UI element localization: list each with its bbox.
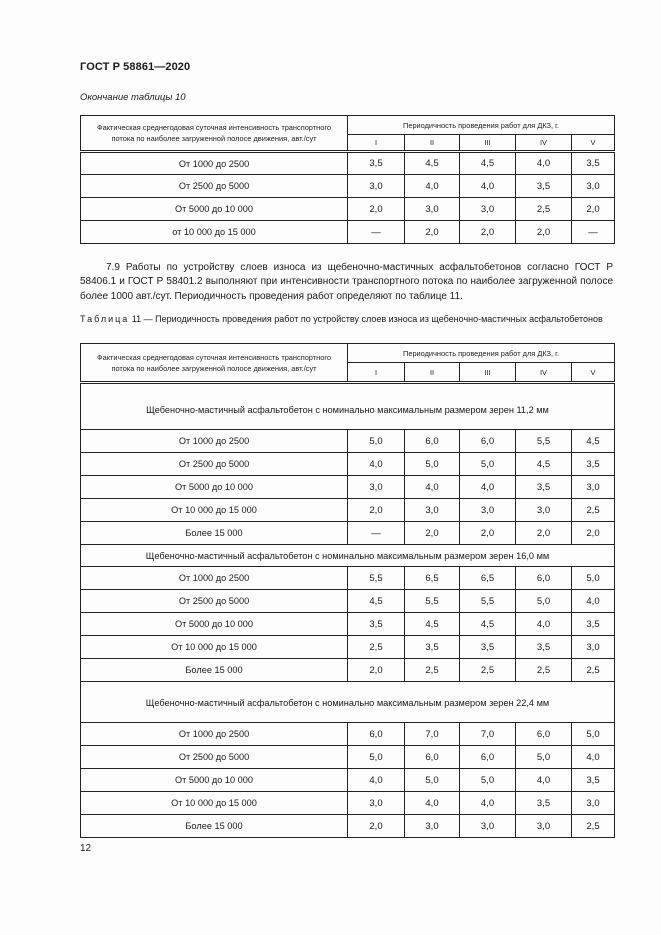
period-value: 2,5	[516, 659, 572, 682]
period-value: 3,5	[572, 152, 615, 175]
row-label: Более 15 000	[81, 659, 348, 682]
paragraph-7-9	[80, 261, 613, 304]
table-row	[81, 567, 615, 590]
period-value: 6,0	[516, 567, 572, 590]
class-header: IV	[516, 135, 572, 152]
period-value: 3,0	[348, 175, 405, 198]
period-value: 6,0	[516, 723, 572, 746]
period-value: 6,0	[405, 746, 460, 769]
table-row	[81, 522, 615, 545]
row-label: От 10 000 до 15 000	[81, 792, 348, 815]
period-value: 3,0	[572, 175, 615, 198]
period-value: 3,0	[460, 198, 516, 221]
period-value: 4,0	[516, 769, 572, 792]
row-label: Более 15 000	[81, 815, 348, 838]
class-header: I	[348, 135, 405, 152]
period-value: 3,0	[405, 198, 460, 221]
period-value: 2,0	[460, 221, 516, 244]
period-value: 2,5	[572, 815, 615, 838]
table-row	[81, 815, 615, 838]
period-value: 3,5	[516, 476, 572, 499]
period-value: 5,0	[572, 723, 615, 746]
row-label: От 2500 до 5000	[81, 746, 348, 769]
period-value: —	[348, 221, 405, 244]
period-value: 2,5	[516, 198, 572, 221]
period-value: 5,5	[405, 590, 460, 613]
period-value: 2,5	[348, 636, 405, 659]
period-value: —	[572, 221, 615, 244]
row-label: Более 15 000	[81, 522, 348, 545]
period-value: 4,0	[516, 152, 572, 175]
table-row	[81, 198, 615, 221]
period-value: 6,5	[405, 567, 460, 590]
period-value: —	[348, 522, 405, 545]
table-row	[81, 152, 615, 175]
period-value: 2,0	[348, 659, 405, 682]
row-label: От 1000 до 2500	[81, 567, 348, 590]
table-continuation-label: Окончание таблицы 10	[80, 92, 186, 103]
period-value: 6,0	[405, 430, 460, 453]
period-value: 2,5	[460, 659, 516, 682]
period-value: 2,0	[572, 198, 615, 221]
period-value: 4,0	[516, 613, 572, 636]
period-value: 5,0	[572, 567, 615, 590]
period-value: 2,5	[572, 499, 615, 522]
period-value: 5,5	[516, 430, 572, 453]
period-value: 3,0	[405, 815, 460, 838]
period-value: 5,0	[516, 746, 572, 769]
period-value: 4,0	[460, 476, 516, 499]
period-value: 3,0	[572, 792, 615, 815]
period-value: 3,0	[460, 815, 516, 838]
page-number: 12	[80, 843, 92, 854]
caption-label: Таблица	[80, 314, 130, 324]
row-label: От 2500 до 5000	[81, 453, 348, 476]
period-value: 3,5	[572, 453, 615, 476]
table-row	[81, 746, 615, 769]
row-label: от 10 000 до 15 000	[81, 221, 348, 244]
period-value: 5,0	[405, 769, 460, 792]
period-value: 3,5	[348, 613, 405, 636]
column-header-periodicity: Периодичность проведения работ для ДКЗ, г.	[348, 116, 615, 135]
class-header: V	[572, 135, 615, 152]
table-row	[81, 613, 615, 636]
group-title: Щебеночно-мастичный асфальтобетон с номинально максимальным размером зерен 22,4 мм	[81, 682, 615, 723]
table-row	[81, 499, 615, 522]
period-value: 4,5	[572, 430, 615, 453]
period-value: 3,0	[405, 499, 460, 522]
period-value: 2,0	[348, 815, 405, 838]
row-label: От 10 000 до 15 000	[81, 636, 348, 659]
row-label: От 2500 до 5000	[81, 175, 348, 198]
group-title: Щебеночно-мастичный асфальтобетон с номинально максимальным размером зерен 11,2 мм	[81, 383, 615, 430]
period-value: 4,5	[405, 152, 460, 175]
period-value: 6,0	[460, 430, 516, 453]
period-value: 3,0	[572, 636, 615, 659]
period-value: 4,5	[516, 453, 572, 476]
period-value: 3,5	[516, 175, 572, 198]
table-row	[81, 430, 615, 453]
table-row	[81, 659, 615, 682]
table-row	[81, 453, 615, 476]
period-value: 5,0	[405, 453, 460, 476]
period-value: 3,5	[572, 769, 615, 792]
period-value: 7,0	[460, 723, 516, 746]
table-11	[80, 343, 615, 838]
period-value: 2,0	[348, 499, 405, 522]
table-row	[81, 792, 615, 815]
period-value: 2,5	[572, 659, 615, 682]
column-header-intensity: Фактическая среднегодовая суточная интенсивность транспортного потока по наиболее загруженной полосе движения, авт./сут	[81, 344, 348, 383]
paragraph-text: 7.9 Работы по устройству слоев износа из щебеночно-мастичных асфальтобетонов согласно ГОСТ Р 58406.1 и ГОСТ Р 58401.2 выполняют при интенсивности транспортного потока по наиболее загруженной полосе более 1000 авт./сут. Периодичность проведения работ определяют по таблице 11.	[80, 262, 613, 302]
class-header: V	[572, 363, 615, 383]
period-value: 3,0	[516, 499, 572, 522]
period-value: 4,0	[405, 175, 460, 198]
period-value: 4,0	[572, 590, 615, 613]
column-header-intensity: Фактическая среднегодовая суточная интенсивность транспортного потока по наиболее загруженной полосе движения, авт./сут	[81, 116, 348, 152]
period-value: 2,0	[460, 522, 516, 545]
period-value: 4,0	[460, 175, 516, 198]
period-value: 2,0	[348, 198, 405, 221]
period-value: 2,0	[405, 522, 460, 545]
table-row	[81, 221, 615, 244]
period-value: 2,0	[516, 221, 572, 244]
class-header: II	[405, 135, 460, 152]
period-value: 4,5	[405, 613, 460, 636]
period-value: 3,0	[572, 476, 615, 499]
table-row	[81, 476, 615, 499]
class-header: III	[460, 135, 516, 152]
class-header: II	[405, 363, 460, 383]
row-label: От 1000 до 2500	[81, 152, 348, 175]
row-label: От 1000 до 2500	[81, 723, 348, 746]
table-row	[81, 723, 615, 746]
period-value: 2,0	[516, 522, 572, 545]
period-value: 6,5	[460, 567, 516, 590]
row-label: От 5000 до 10 000	[81, 769, 348, 792]
period-value: 7,0	[405, 723, 460, 746]
period-value: 3,0	[516, 815, 572, 838]
period-value: 3,5	[348, 152, 405, 175]
period-value: 2,0	[405, 221, 460, 244]
row-label: От 5000 до 10 000	[81, 613, 348, 636]
period-value: 3,5	[405, 636, 460, 659]
period-value: 6,0	[460, 746, 516, 769]
table-row	[81, 590, 615, 613]
period-value: 6,0	[348, 723, 405, 746]
period-value: 4,0	[348, 453, 405, 476]
group-row	[81, 383, 615, 430]
period-value: 5,0	[348, 430, 405, 453]
period-value: 3,5	[460, 636, 516, 659]
table-row	[81, 769, 615, 792]
group-title: Щебеночно-мастичный асфальтобетон с номинально максимальным размером зерен 16,0 мм	[81, 545, 615, 567]
row-label: От 5000 до 10 000	[81, 198, 348, 221]
period-value: 5,0	[460, 453, 516, 476]
period-value: 4,0	[405, 476, 460, 499]
period-value: 2,5	[405, 659, 460, 682]
period-value: 3,0	[460, 499, 516, 522]
row-label: От 1000 до 2500	[81, 430, 348, 453]
period-value: 4,5	[460, 613, 516, 636]
table-11-caption	[80, 314, 613, 325]
class-header: I	[348, 363, 405, 383]
period-value: 3,0	[348, 476, 405, 499]
row-label: От 5000 до 10 000	[81, 476, 348, 499]
period-value: 4,5	[348, 590, 405, 613]
period-value: 3,5	[572, 613, 615, 636]
table-10	[80, 115, 615, 244]
period-value: 4,0	[460, 792, 516, 815]
period-value: 4,5	[460, 152, 516, 175]
table-row	[81, 636, 615, 659]
period-value: 2,0	[572, 522, 615, 545]
period-value: 3,5	[516, 636, 572, 659]
table-row	[81, 175, 615, 198]
class-header: III	[460, 363, 516, 383]
period-value: 5,0	[460, 769, 516, 792]
period-value: 3,5	[516, 792, 572, 815]
period-value: 5,5	[460, 590, 516, 613]
period-value: 5,0	[348, 746, 405, 769]
period-value: 5,5	[348, 567, 405, 590]
period-value: 4,0	[405, 792, 460, 815]
group-row	[81, 682, 615, 723]
column-header-periodicity: Периодичность проведения работ для ДКЗ, г.	[348, 344, 615, 363]
caption-text: 11 — Периодичность проведения работ по устройству слоев износа из щебеночно-мастичных асфальтобетонов	[131, 314, 603, 324]
group-row	[81, 545, 615, 567]
period-value: 3,0	[348, 792, 405, 815]
period-value: 4,0	[348, 769, 405, 792]
period-value: 4,0	[572, 746, 615, 769]
row-label: От 10 000 до 15 000	[81, 499, 348, 522]
document-title: ГОСТ Р 58861—2020	[80, 61, 191, 73]
row-label: От 2500 до 5000	[81, 590, 348, 613]
class-header: IV	[516, 363, 572, 383]
period-value: 5,0	[516, 590, 572, 613]
